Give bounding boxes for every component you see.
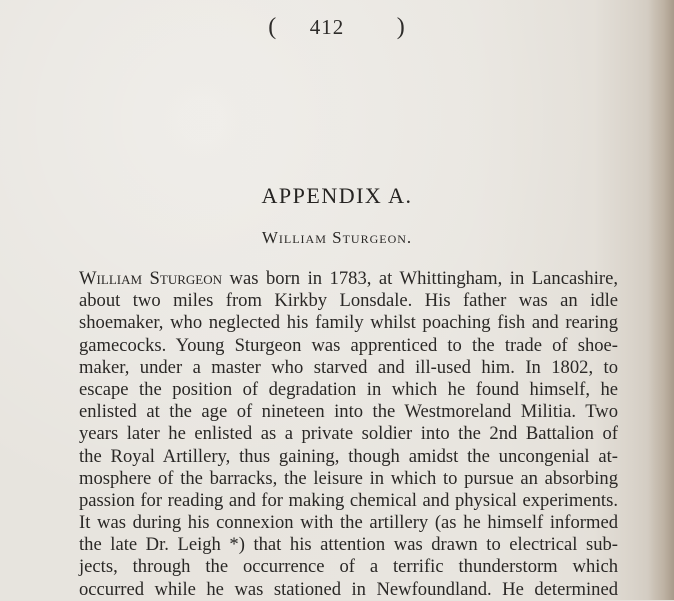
page-number-close-paren: ): [396, 14, 406, 40]
body-line: the late Dr. Leigh *) that his attention was drawn to electrical sub-: [79, 534, 618, 556]
subject-title: William Sturgeon.: [261, 228, 413, 247]
page-number: 412: [309, 15, 345, 39]
page-number-header: [0, 14, 674, 41]
page-gutter-shadow: [648, 0, 674, 600]
body-line: enlisted at the age of nineteen into the Westmoreland Militia. Two: [79, 401, 618, 423]
body-line: shoemaker, who neglected his family whilst poaching fish and rearing: [79, 312, 618, 334]
body-paragraph: [79, 268, 618, 601]
body-line: occurred while he was stationed in Newfoundland. He determined: [79, 578, 618, 600]
body-line: the Royal Artillery, thus gaining, though amidst the uncongenial at-: [79, 445, 618, 467]
body-line: mosphere of the barracks, the leisure in which to pursue an absorbing: [79, 467, 618, 489]
body-line: gamecocks. Young Sturgeon was apprenticed to the trade of shoe-: [79, 334, 618, 356]
body-line: maker, under a master who starved and ill-used him. In 1802, to: [79, 356, 618, 378]
body-line-text: was born in 1783, at Whittingham, in Lancashire,: [222, 268, 618, 289]
page-number-open-paren: (: [268, 14, 278, 40]
body-line: escape the position of degradation in which he found himself, he: [79, 378, 618, 400]
appendix-title: APPENDIX A.: [261, 183, 413, 208]
body-line: It was during his connexion with the artillery (as he himself informed: [79, 512, 618, 534]
body-line: about two miles from Kirkby Lonsdale. His father was an idle: [79, 290, 618, 312]
body-line: jects, through the occurrence of a terrific thunderstorm which: [79, 556, 618, 578]
body-line: passion for reading and for making chemical and physical experiments.: [79, 489, 618, 511]
lead-name: William Sturgeon: [79, 268, 223, 289]
body-line: years later he enlisted as a private soldier into the 2nd Battalion of: [79, 423, 618, 445]
body-line: [79, 268, 618, 290]
